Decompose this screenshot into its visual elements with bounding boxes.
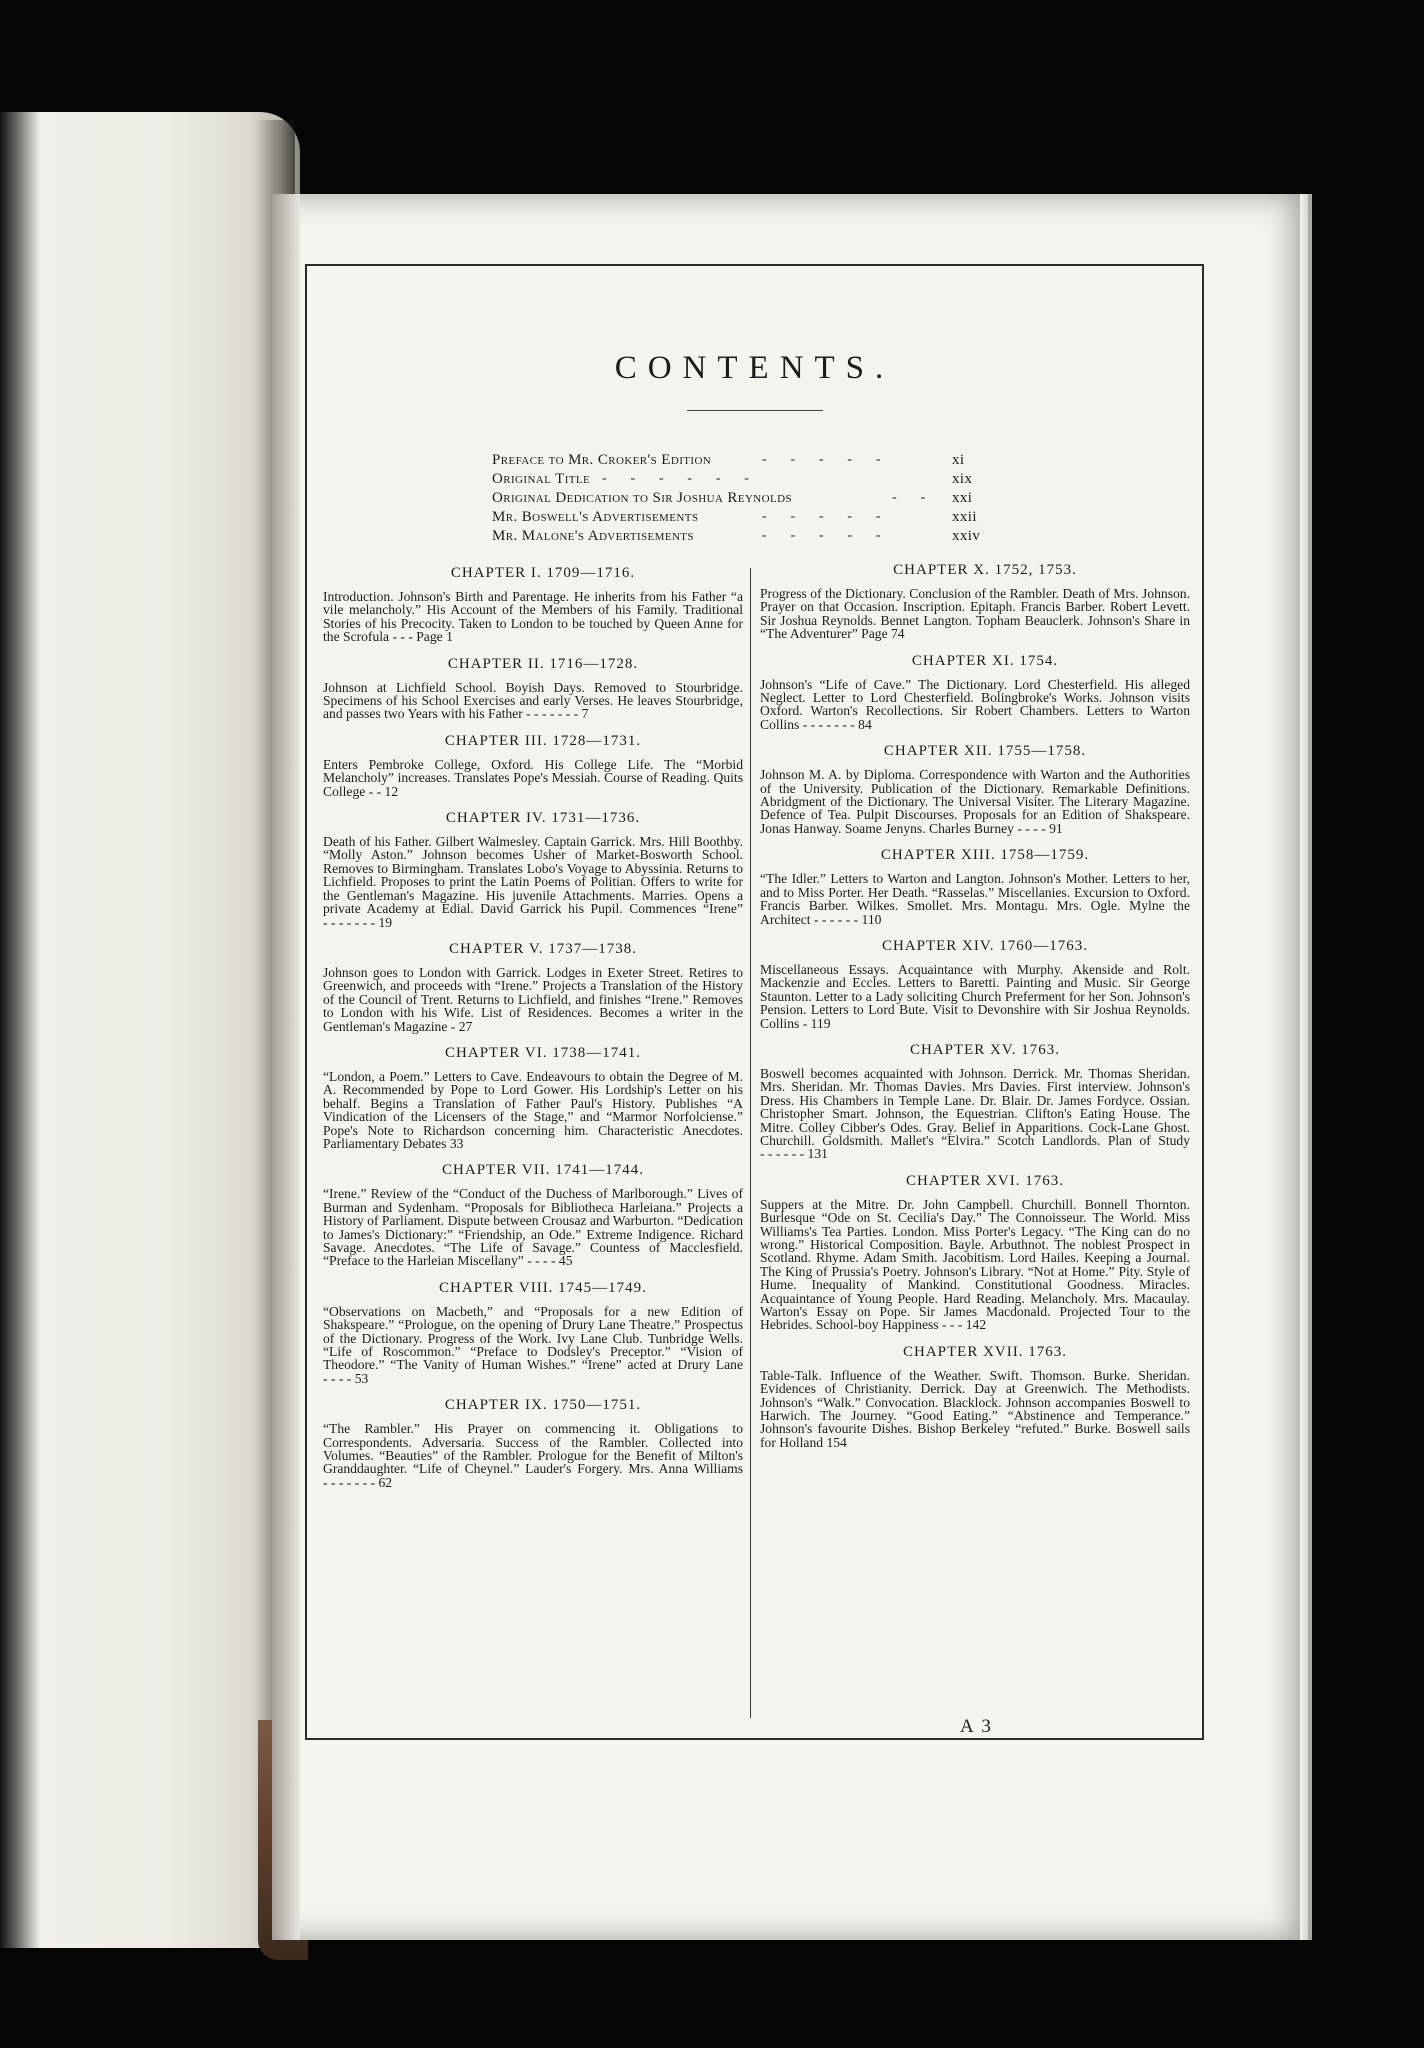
chapter-entry xyxy=(323,564,743,644)
front-matter-label: Preface to Mr. Croker's Edition xyxy=(492,452,712,468)
front-matter-entry xyxy=(492,490,1012,510)
chapter-heading: CHAPTER V. 1737—1738. xyxy=(449,940,637,957)
chapter-summary: “London, a Poem.” Letters to Cave. Endeavours to obtain the Degree of M. A. Recommended by Pope to Lord Gower. His Lordship's Letter on his behalf. Begins a Translation of Father Paul's History. Publishes “A Vindication of the Licensers of the Stage,” and “Marmor Norfolciense.” Pope's Note to Richardson concerning him. Characteristic Anecdotes. Parliamentary Debates 33 xyxy=(323,1068,743,1151)
front-matter-leader: - - - - - xyxy=(762,452,881,467)
chapter-page: - - - - 53 xyxy=(323,1370,369,1386)
chapter-page: - - - - - - 110 xyxy=(813,911,882,927)
chapter-summary: Boswell becomes acquainted with Johnson. Derrick. Mr. Thomas Sheridan. Mrs. Sheridan. Mr. Thomas Davies. Mrs Davies. First interview. Johnson's Dress. His Chambers in Temple Lane. Dr. Blair. Dr. James Fordyce. Ossian. Christopher Smart. Johnson, the Equestrian. Clifton's Eating House. The Mitre. Colley Cibber's Odes. Gray. Belief in Apparitions. Cock-Lane Ghost. Churchill. Goldsmith. Mallet's “Elvira.” Scotch Landlords. Plan of Study - - - - - - 131 xyxy=(760,1065,1190,1162)
chapter-summary: “The Rambler.” His Prayer on commencing it. Obligations to Correspondents. Adversaria. Success of the Rambler. Collected into Volumes. “Beauties” of the Rambler. Prologue for the Benefit of Milton's Granddaughter. “Life of Cheynel.” Lauder's Forgery. Mrs. Anna Williams - - - - - - - 62 xyxy=(323,1421,743,1490)
chapter-heading: CHAPTER III. 1728—1731. xyxy=(444,732,642,749)
chapter-summary: Johnson M. A. by Diploma. Correspondence with Warton and the Authorities of the University. Publication of the Dictionary. Remarkable Definitions. Abridgment of the Dictionary. The Universal Visiter. The Literary Magazine. Defence of Tea. Pulpit Discourses. Proposals for an Edition of Shakspeare. Jonas Hanway. Soame Jenyns. Charles Burney - - - - 91 xyxy=(760,767,1190,836)
chapter-summary: Table-Talk. Influence of the Weather. Swift. Thomson. Burke. Sheridan. Evidences of Christianity. Derrick. Day at Greenwich. The Methodists. Johnson's “Walk.” Convocation. Blacklock. Johnson accompanies Boswell to Harwich. The Journey. “Good Eating.” “Abstinence and Temperance.” Johnson's favourite Dishes. Bishop Berkeley “refuted.” Burke. Boswell sails for Holland 154 xyxy=(760,1367,1190,1450)
chapter-summary: Johnson goes to London with Garrick. Lodges in Exeter Street. Retires to Greenwich, and proceeds with “Irene.” Projects a Translation of the History of the Council of Trent. Returns to Lichfield, and finishes “Irene.” Removes to London with his Wife. List of Residences. Becomes a writer in the Gentleman's Magazine - 27 xyxy=(323,964,743,1034)
chapter-entry xyxy=(323,1279,743,1385)
front-matter-label: Original Title xyxy=(492,471,591,487)
chapter-summary: Suppers at the Mitre. Dr. John Campbell. Churchill. Bonnell Thornton. Burlesque “Ode on St. Cecilia's Day.” The Connoisseur. The World. Miss Williams's Tea Parties. London. Miss Porter's Legacy. “The King can do no wrong.” Historical Composition. Bayle. Arbuthnot. The noblest Prospect in Scotland. Rhyme. Adam Smith. Jacobitism. Lord Hailes. Keeping a Journal. The King of Prussia's Poetry. Johnson's Library. “Not at Home.” Pity. Style of Hume. Inequality of Mankind. Constitutional Goodness. Miracles. Acquaintance of Young People. Hard Reading. Melancholy. Mrs. Macaulay. Warton's Essay on Pope. Sir James Macdonald. Projected Tour to the Hebrides. School-boy Happiness - - - 142 xyxy=(760,1196,1190,1333)
chapter-heading: CHAPTER X. 1752, 1753. xyxy=(893,562,1077,578)
chapter-entry xyxy=(760,561,1190,641)
chapter-heading: CHAPTER XVI. 1763. xyxy=(905,1172,1064,1189)
chapter-heading: CHAPTER XV. 1763. xyxy=(909,1041,1061,1058)
chapter-entry xyxy=(760,742,1190,835)
front-matter-entry xyxy=(492,509,1012,529)
chapter-heading: CHAPTER VII. 1741—1744. xyxy=(442,1162,644,1179)
chapter-summary: Enters Pembroke College, Oxford. His College Life. The “Morbid Melancholy” increases. Translates Pope's Messiah. Course of Reading. Quits College - - 12 xyxy=(323,756,743,799)
chapter-page: 154 xyxy=(826,1434,847,1450)
chapter-heading: CHAPTER VIII. 1745—1749. xyxy=(439,1279,647,1296)
page-title: CONTENTS. xyxy=(614,350,895,386)
front-matter-page: xi xyxy=(952,452,965,468)
front-matter-leader: - - - - - xyxy=(762,509,881,524)
chapter-page: - - - - 91 xyxy=(1017,820,1063,836)
front-matter-leader: - - xyxy=(892,490,926,505)
chapter-summary: Death of his Father. Gilbert Walmesley. Captain Garrick. Mrs. Hill Boothby. “Molly Aston.” Johnson becomes Usher of Market-Bosworth School. Removes to Birmingham. Translates Lobo's Voyage to Abyssinia. Returns to Lichfield. Proposes to print the Latin Poems of Politian. Offers to write for the Gentleman's Magazine. His juvenile Attachments. Marries. Opens a private Academy at Edial. David Garrick his Pupil. Commences “Irene” - - - - - - - 19 xyxy=(323,834,743,930)
chapter-entry xyxy=(323,1161,743,1267)
chapter-heading: CHAPTER XIII. 1758—1759. xyxy=(880,847,1090,864)
chapter-page: - - - - - - - 7 xyxy=(526,706,589,722)
chapter-entry xyxy=(323,809,743,929)
chapter-page: - 27 xyxy=(450,1018,473,1034)
chapter-entry xyxy=(323,732,743,798)
chapter-summary: “Observations on Macbeth,” and “Proposals for a new Edition of Shakspeare.” “Prologue, on the opening of Drury Lane Theatre.” Prospectus of the Dictionary. Progress of the Work. Ivy Lane Club. Tunbridge Wells. “Life of Roscommon.” “Preface to Dodsley's Preceptor.” “Vision of Theodore.” “The Vanity of Human Wishes.” “Irene” acted at Drury Lane - - - - 53 xyxy=(323,1303,743,1386)
chapter-page: - - - - 45 xyxy=(527,1253,573,1269)
front-matter-entry xyxy=(492,452,1012,472)
chapter-heading: CHAPTER I. 1709—1716. xyxy=(450,565,636,581)
chapter-summary: “The Idler.” Letters to Warton and Langton. Johnson's Mother. Letters to her, and to Miss Porter. Her Death. “Rasselas.” Miscellanies. Excursion to Oxford. Francis Barber. Wilkes. Smollet. Mrs. Montagu. Mrs. Ogle. Mylne the Architect - - - - - - 110 xyxy=(760,871,1190,927)
chapter-page: Page 74 xyxy=(861,626,905,642)
chapter-entry xyxy=(760,1343,1190,1449)
chapter-heading: CHAPTER XI. 1754. xyxy=(911,652,1059,669)
chapter-summary: Progress of the Dictionary. Conclusion of the Rambler. Death of Mrs. Johnson. Prayer on that Occasion. Inscription. Epitaph. Francis Barber. Robert Levett. Sir Joshua Reynolds. Bennet Langton. Topham Beauclerk. Johnson's Share in “The Adventurer” Page 74 xyxy=(760,586,1190,642)
chapter-entry xyxy=(760,652,1190,732)
front-matter-page: xxi xyxy=(952,490,973,506)
chapter-heading: CHAPTER XII. 1755—1758. xyxy=(883,743,1087,760)
chapter-entry xyxy=(760,1041,1190,1161)
front-matter-label: Mr. Boswell's Advertisements xyxy=(492,509,699,525)
chapter-entry xyxy=(760,937,1190,1030)
chapter-entry xyxy=(323,940,743,1033)
chapter-page: - - - Page 1 xyxy=(392,629,453,645)
front-matter-label: Original Dedication to Sir Joshua Reynolds xyxy=(492,490,792,506)
front-matter-entry xyxy=(492,528,1012,548)
chapter-heading: CHAPTER IV. 1731—1736. xyxy=(445,810,641,827)
chapter-summary: Johnson's “Life of Cave.” The Dictionary. Lord Chesterfield. His alleged Neglect. Letter to Lord Chesterfield. Bolingbroke's Works. Johnson visits Oxford. Warton's Recollections. Sir Robert Chambers. Letters to Warton Collins - - - - - - - 84 xyxy=(760,676,1190,732)
front-matter-leader: - - - - - xyxy=(762,528,881,543)
right-column xyxy=(760,561,1190,1460)
title-rule xyxy=(687,410,823,411)
front-matter-page: xix xyxy=(952,471,973,487)
chapter-heading: CHAPTER II. 1716—1728. xyxy=(447,655,639,672)
left-column xyxy=(323,564,743,1500)
column-divider xyxy=(750,568,751,1718)
chapter-entry xyxy=(760,1172,1190,1332)
chapter-entry xyxy=(323,1044,743,1150)
chapter-page: - - 12 xyxy=(368,783,399,799)
chapter-heading: CHAPTER XVII. 1763. xyxy=(903,1343,1067,1360)
front-matter-leader: - - - - - - xyxy=(602,471,750,486)
front-matter-label: Mr. Malone's Advertisements xyxy=(492,528,694,544)
chapter-summary: “Irene.” Review of the “Conduct of the Duchess of Marlborough.” Lives of Burman and Sydenham. “Proposals for Bibliotheca Harleiana.” Projects a History of Parliament. Dispute between Crousaz and Warburton. “Dedication to James's Dictionary:” “Friendship, an Ode.” Extreme Indigence. Richard Savage. Anecdotes. “The Life of Savage.” Countess of Macclesfield. “Preface to the Harleian Miscellany” - - - - 45 xyxy=(323,1186,743,1269)
chapter-page: 33 xyxy=(449,1135,464,1151)
page-edge xyxy=(1300,194,1308,1940)
chapter-summary: Miscellaneous Essays. Acquaintance with Murphy. Akenside and Rolt. Mackenzie and Eccles. Letters to Baretti. Painting and Music. Sir George Staunton. Letter to a Lady soliciting Church Preferment for her Son. Johnson's Pension. Letters to Lord Bute. Visit to Devonshire with Sir Joshua Reynolds. Collins - 119 xyxy=(760,961,1190,1031)
chapter-page: - - - 142 xyxy=(941,1317,987,1333)
chapter-heading: CHAPTER IX. 1750—1751. xyxy=(444,1397,642,1414)
chapter-entry xyxy=(323,655,743,721)
chapter-heading: CHAPTER VI. 1738—1741. xyxy=(445,1044,641,1061)
front-matter-page: xxiv xyxy=(952,528,981,544)
chapter-summary: Introduction. Johnson's Birth and Parentage. He inherits from his Father “a vile melancholy.” His Account of the Members of his Family. Traditional Stories of his Precocity. Taken to London to be touched by Queen Anne for the Scrofula - - - Page 1 xyxy=(323,589,743,645)
chapter-page: - - - - - - - 62 xyxy=(323,1474,393,1490)
chapter-page: - - - - - - - 84 xyxy=(802,716,872,732)
chapter-entry xyxy=(323,1396,743,1489)
chapter-page: - - - - - - - 19 xyxy=(323,914,393,930)
front-matter-entry xyxy=(492,471,1012,491)
chapter-page: - 119 xyxy=(802,1015,831,1031)
chapter-summary: Johnson at Lichfield School. Boyish Days. Removed to Stourbridge. Specimens of his School Exercises and early Verses. He leaves Stourbridge, and passes two Years with his Father - - - - - - - 7 xyxy=(323,679,743,722)
chapter-page: - - - - - - 131 xyxy=(760,1146,828,1162)
chapter-entry xyxy=(760,846,1190,926)
signature-mark: A 3 xyxy=(960,1716,993,1737)
front-matter-page: xxii xyxy=(952,509,977,525)
chapter-heading: CHAPTER XIV. 1760—1763. xyxy=(881,937,1089,954)
